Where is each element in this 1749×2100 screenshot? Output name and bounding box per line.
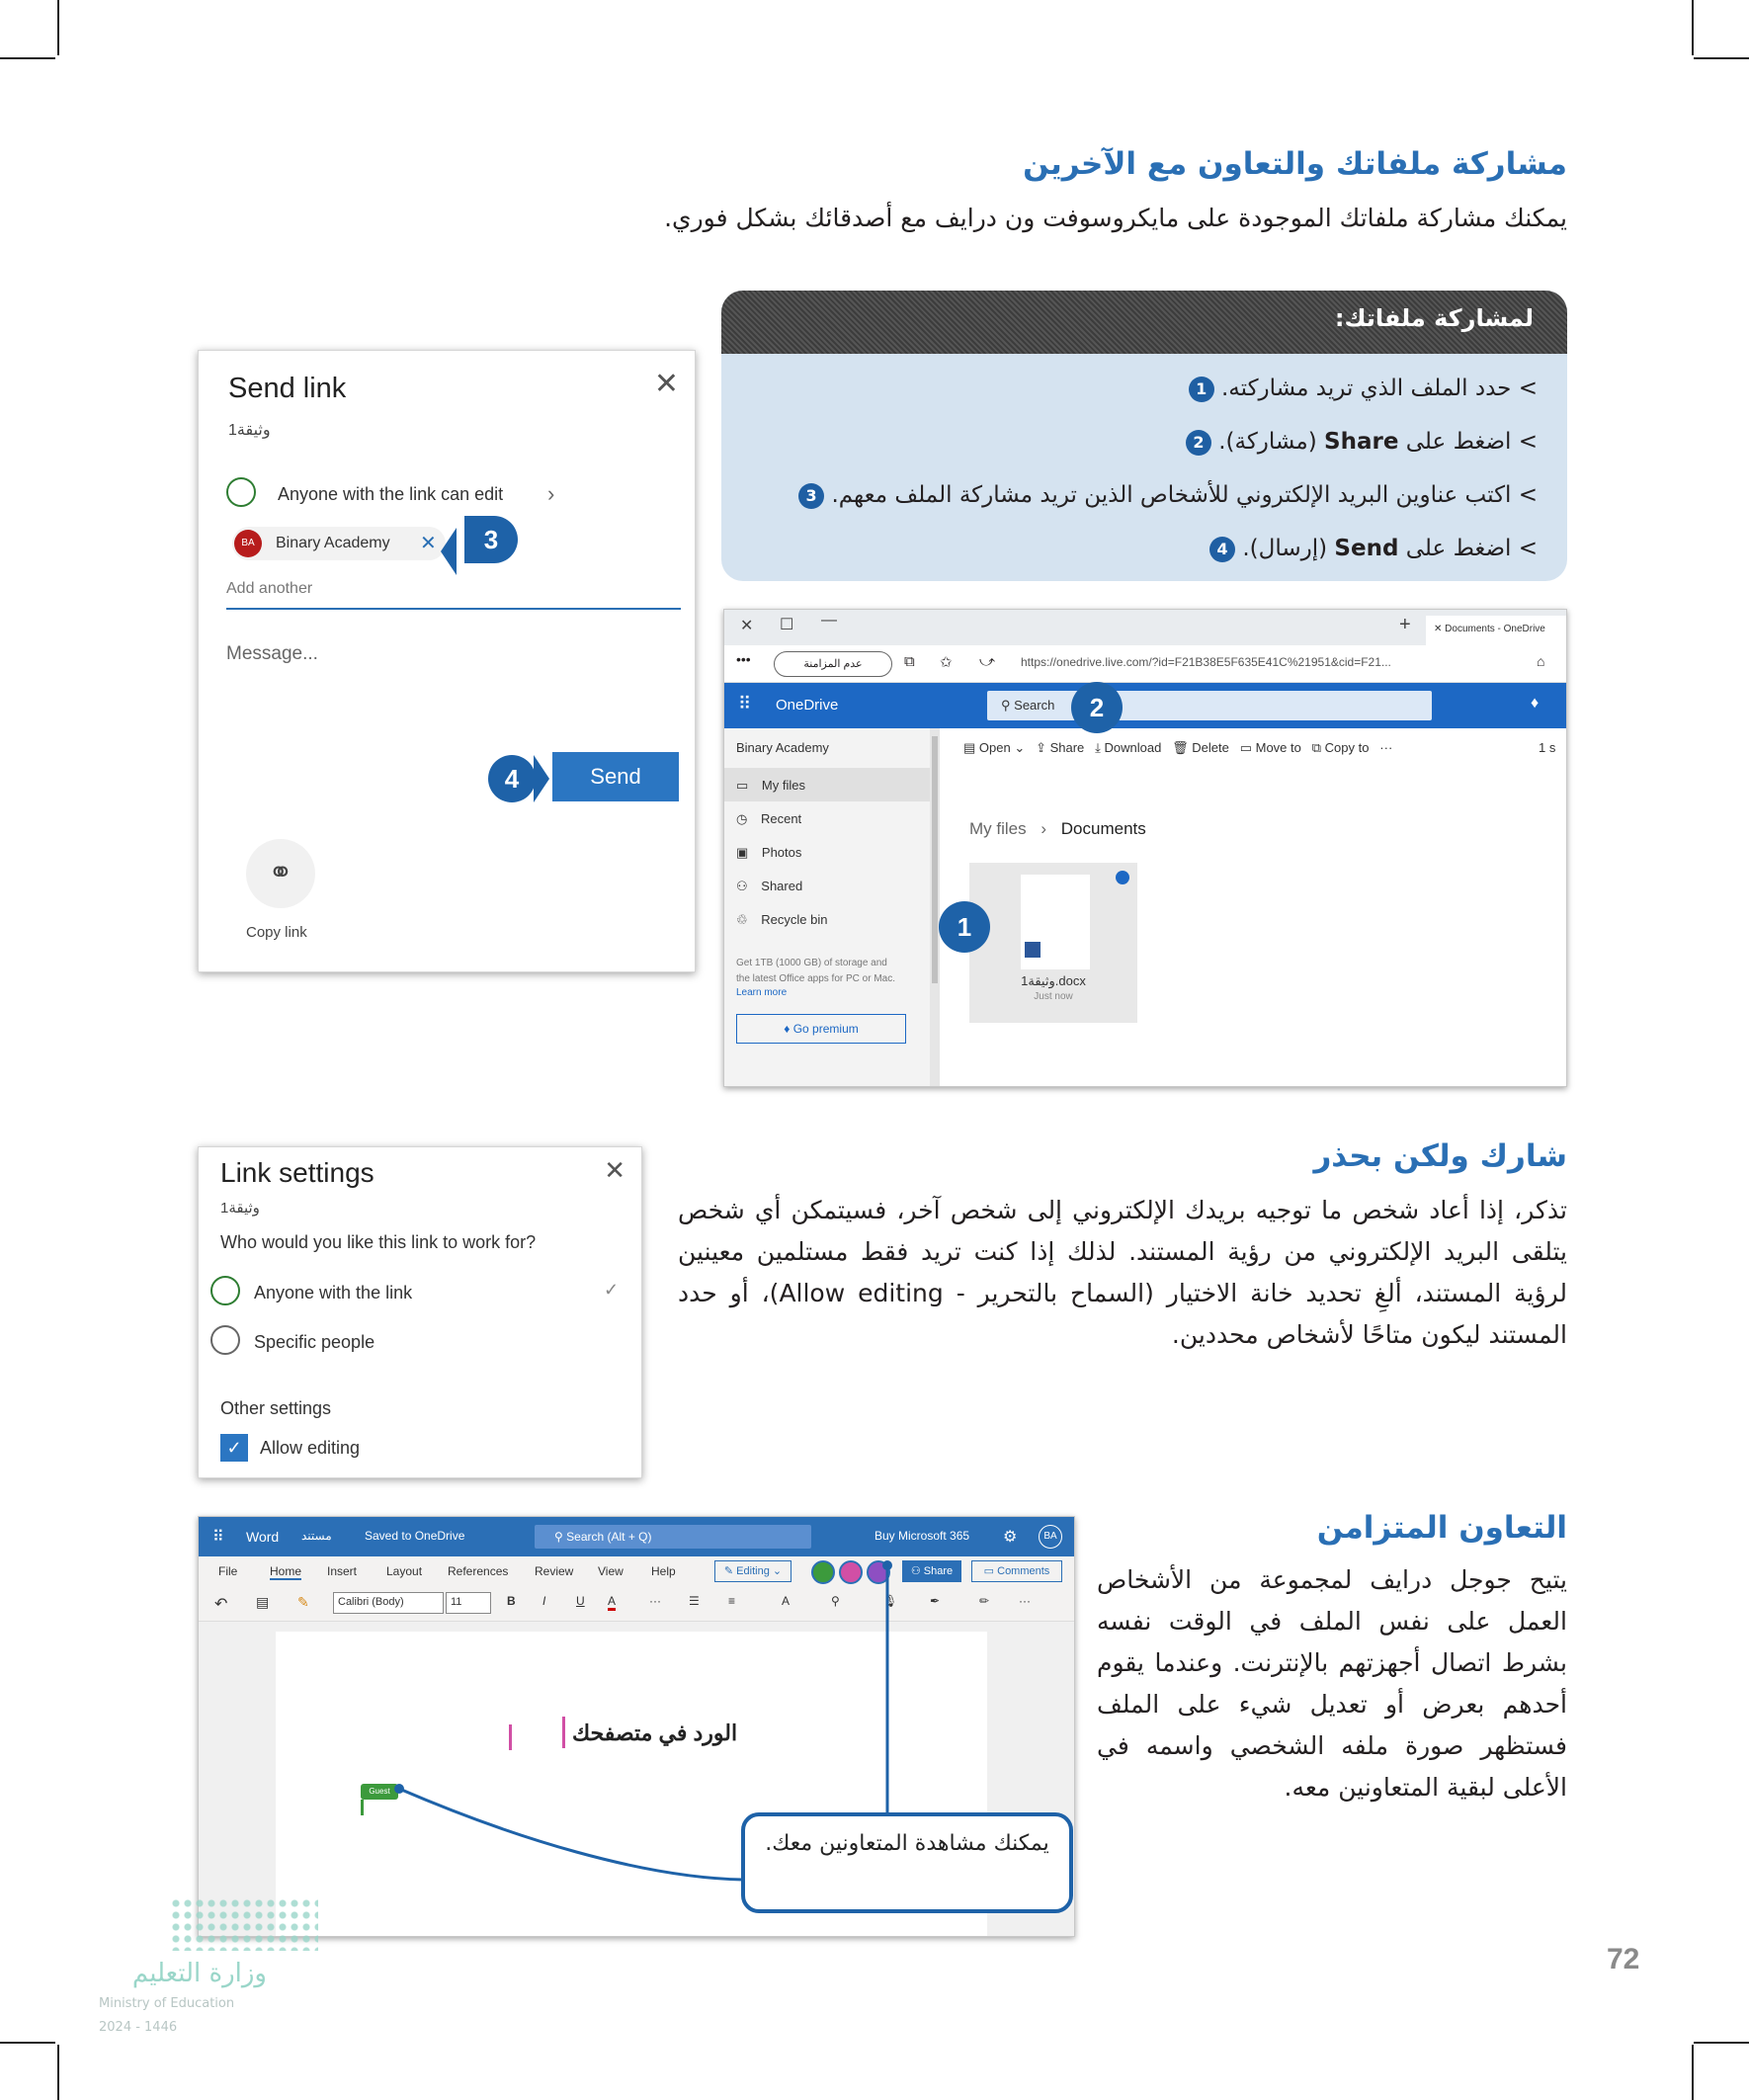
- share-button[interactable]: ⇪ Share: [1036, 740, 1085, 755]
- url[interactable]: https://onedrive.live.com/?id=F21B38E5F635E41C%21951&cid=F21...: [1021, 655, 1391, 669]
- section-title: مشاركة ملفاتك والتعاون مع الآخرين: [1023, 146, 1567, 182]
- tab-references[interactable]: References: [448, 1564, 509, 1578]
- crop-mark: [1692, 0, 1694, 55]
- add-another-input[interactable]: Add another: [226, 580, 681, 610]
- word-icon: [1025, 942, 1041, 958]
- more-icon[interactable]: ···: [1379, 740, 1393, 755]
- step-number-badge: 2: [1186, 430, 1211, 456]
- step-number-badge: 4: [1209, 537, 1235, 562]
- sidebar-item-photos[interactable]: ▣ Photos: [736, 845, 802, 860]
- link-settings-dialog: [198, 1146, 642, 1478]
- document-text: الورد في متصفحك: [572, 1721, 738, 1745]
- audience-question: Who would you like this link to work for?: [220, 1232, 537, 1252]
- step-number-badge: 3: [798, 483, 824, 509]
- comments-button[interactable]: ▭ Comments: [971, 1560, 1062, 1582]
- underline-button[interactable]: U: [576, 1594, 585, 1608]
- remove-recipient-icon[interactable]: ✕: [420, 533, 437, 554]
- sidebar-item-recycle-bin[interactable]: ♲ Recycle bin: [736, 912, 828, 927]
- buy-link[interactable]: Buy Microsoft 365: [874, 1529, 970, 1543]
- callout-badge: 1: [939, 901, 990, 953]
- sidebar-item-my-files[interactable]: ▭ My files: [724, 768, 930, 801]
- read-aloud-icon[interactable]: ⤻: [979, 653, 996, 670]
- tab-title: Documents - OneDrive: [1445, 624, 1545, 634]
- storage-promo: Get 1TB (1000 GB) of storage and the latest Office apps for PC or Mac.: [736, 958, 895, 984]
- save-status: Saved to OneDrive: [365, 1529, 465, 1543]
- onedrive-screenshot: [723, 609, 1567, 1087]
- download-button[interactable]: ⤓ Download: [1095, 740, 1162, 755]
- editor-icon[interactable]: ✒: [930, 1594, 941, 1608]
- callout-pointer: [441, 528, 457, 575]
- crop-mark: [0, 57, 55, 59]
- collaborator-avatar: [839, 1560, 863, 1584]
- app-launcher-icon[interactable]: ⠿: [738, 694, 752, 714]
- dictate-icon[interactable]: 🎙: [882, 1594, 898, 1608]
- copy-link-button[interactable]: [246, 839, 315, 908]
- option-label: Anyone with the link: [254, 1283, 413, 1302]
- section-body: يتيح جوجل درايف لمجموعة من الأشخاص العمل على نفس الملف في الوقت نفسه بشرط اتصال أجهزتهم بالإنترنت. وعندما يقوم أحدهم بعرض أو تعديل شيء على الملف فستظهر صورة ملفه الشخصي واسمه في الأعلى لبقية المتعاونين معه.: [1097, 1565, 1567, 1802]
- maximize-icon[interactable]: ☐: [780, 617, 794, 633]
- align-icon[interactable]: ≡: [728, 1594, 736, 1608]
- people-icon: [210, 1325, 240, 1355]
- send-link-dialog: [198, 350, 696, 972]
- file-name: وثيقة1: [220, 1200, 260, 1217]
- guest-cursor: [361, 1800, 364, 1815]
- callout-pointer: [534, 755, 549, 802]
- recipient-name: Binary Academy: [276, 535, 390, 551]
- close-icon[interactable]: ✕: [653, 368, 679, 400]
- bullets-icon[interactable]: ☰: [689, 1594, 700, 1608]
- more-icon[interactable]: •••: [736, 651, 751, 667]
- tab-review[interactable]: Review: [535, 1564, 574, 1578]
- section-title: شارك ولكن بحذر: [1313, 1138, 1567, 1174]
- permission-row[interactable]: [226, 477, 562, 513]
- send-button[interactable]: Send: [552, 752, 679, 801]
- crop-mark: [57, 0, 59, 55]
- option-specific-people[interactable]: [210, 1325, 631, 1361]
- styles-icon[interactable]: A: [782, 1594, 791, 1608]
- tab-home[interactable]: Home: [270, 1564, 302, 1578]
- callout-badge: 4: [488, 755, 536, 802]
- app-name: Word: [246, 1529, 280, 1545]
- guest-cursor-flag: Guest: [361, 1784, 398, 1800]
- sidebar-scrollbar[interactable]: [930, 728, 940, 1087]
- tab-help[interactable]: Help: [651, 1564, 676, 1578]
- step-number-badge: 1: [1189, 377, 1214, 402]
- close-icon[interactable]: ✕: [604, 1155, 625, 1185]
- other-settings-heading: Other settings: [220, 1398, 332, 1418]
- link-icon: ⚭: [268, 857, 293, 889]
- find-icon[interactable]: ⚲: [831, 1594, 840, 1608]
- avatar: BA: [234, 530, 262, 557]
- app-name: OneDrive: [776, 697, 839, 714]
- steps-list: [721, 354, 1567, 575]
- copy-to-button[interactable]: ⧉ Copy to: [1311, 740, 1370, 755]
- callout-badge: 3: [464, 516, 518, 563]
- collaborator-avatar: [867, 1560, 890, 1584]
- file-modified: Just now: [1034, 991, 1073, 1002]
- font-size-select[interactable]: 11: [446, 1592, 491, 1614]
- step-3: > اكتب عناوين البريد الإلكتروني للأشخاص الذين تريد مشاركة الملف معهم. 3: [721, 468, 1538, 522]
- browser-tab[interactable]: ✕ Documents - OneDrive: [1426, 616, 1567, 645]
- onedrive-header: [724, 683, 1566, 728]
- guest-button[interactable]: عدم المزامنة: [774, 651, 892, 677]
- collaborator-cursor: [509, 1724, 512, 1750]
- dialog-title: Link settings: [220, 1157, 375, 1188]
- allow-editing-label: Allow editing: [260, 1438, 361, 1458]
- sidebar-user: Binary Academy: [736, 740, 829, 755]
- command-bar: [940, 728, 1567, 768]
- breadcrumb-current: Documents: [1060, 819, 1146, 838]
- step-1: > حدد الملف الذي تريد مشاركته. 1: [721, 362, 1538, 415]
- tab-view[interactable]: View: [598, 1564, 624, 1578]
- favorite-icon[interactable]: ✩: [940, 654, 953, 671]
- undo-icon[interactable]: ↶: [214, 1596, 228, 1613]
- check-icon: ✓: [604, 1280, 620, 1300]
- more-icon[interactable]: ···: [649, 1594, 661, 1608]
- share-button[interactable]: ⚇ Share: [902, 1560, 961, 1582]
- breadcrumb-root[interactable]: My files: [969, 819, 1027, 838]
- minimize-icon[interactable]: —: [821, 612, 837, 629]
- crop-mark: [1694, 57, 1749, 59]
- page-number: 72: [1607, 1943, 1640, 1975]
- bold-button[interactable]: B: [507, 1594, 516, 1608]
- close-icon[interactable]: ✕: [740, 618, 754, 634]
- copy-link-label: Copy link: [246, 924, 307, 941]
- more-icon[interactable]: ···: [1019, 1594, 1031, 1608]
- go-premium-button[interactable]: ♦ Go premium: [736, 1014, 906, 1044]
- gear-icon[interactable]: ⚙: [1003, 1529, 1018, 1546]
- search-icon: ⚲: [1001, 698, 1011, 713]
- delete-button[interactable]: 🗑 Delete: [1172, 740, 1229, 755]
- option-anyone[interactable]: [210, 1276, 631, 1311]
- option-label: Specific people: [254, 1332, 375, 1352]
- crop-mark: [57, 2045, 59, 2100]
- globe-icon: [210, 1276, 240, 1305]
- crop-mark: [1692, 2045, 1694, 2100]
- allow-editing-checkbox[interactable]: ✓: [220, 1434, 248, 1462]
- collaborators-callout: يمكنك مشاهدة المتعاونين معك.: [741, 1812, 1073, 1913]
- sidebar-item-shared[interactable]: ⚇ Shared: [736, 879, 803, 893]
- tab-insert[interactable]: Insert: [327, 1564, 358, 1578]
- ministry-name-ar: وزارة التعليم: [131, 1959, 267, 1988]
- message-input[interactable]: Message...: [226, 643, 318, 664]
- selected-check-icon: [1116, 871, 1129, 884]
- learn-more-link[interactable]: Learn more: [736, 987, 788, 998]
- ribbon-toolbar: [199, 1586, 1074, 1622]
- sidebar-item-recent[interactable]: ◷ Recent: [736, 811, 802, 826]
- tab-layout[interactable]: Layout: [386, 1564, 423, 1578]
- permission-label: Anyone with the link can edit: [278, 484, 504, 504]
- move-to-button[interactable]: ▭ Move to: [1239, 740, 1301, 755]
- font-color-button[interactable]: A: [608, 1594, 616, 1611]
- steps-box: [721, 291, 1567, 581]
- document-name: مستند: [301, 1529, 332, 1543]
- address-bar-row: [724, 645, 1566, 683]
- avatar[interactable]: BA: [1039, 1525, 1062, 1549]
- search-input[interactable]: ⚲ Search (Alt + Q): [535, 1525, 811, 1549]
- file-name: وثيقة1: [228, 422, 271, 439]
- collaborator-cursor: [562, 1717, 565, 1748]
- chevron-right-icon: ›: [547, 481, 555, 506]
- new-tab-icon[interactable]: +: [1399, 614, 1411, 635]
- editing-mode-button[interactable]: ✎ Editing ⌄: [714, 1560, 791, 1582]
- paste-icon[interactable]: ▤: [256, 1594, 270, 1610]
- section-body: تذكر، إذا أعاد شخص ما توجيه بريدك الإلكتروني إلى شخص آخر، فسيتمكن أي شخص يتلقى البريد الإلكتروني من رؤية المستند. لذلك إذا كنت تريد فقط مستلمين معينين لرؤية المستند، ألغِ تحديد خانة الاختيار (السماح بالتحرير - Allow editing)، أو حدد المستند ليكون متاحًا لأشخاص محددين.: [678, 1196, 1567, 1349]
- ministry-logo: [170, 1897, 318, 1951]
- search-input[interactable]: ⚲ Search: [987, 691, 1432, 720]
- crop-mark: [1694, 2042, 1749, 2044]
- search-icon: ⚲: [554, 1530, 563, 1544]
- selection-count: 1 s: [1539, 740, 1556, 755]
- open-button[interactable]: ▤ Open ⌄: [963, 740, 1026, 755]
- designer-icon[interactable]: ✏: [979, 1594, 990, 1608]
- italic-button[interactable]: I: [542, 1594, 546, 1608]
- collaborator-avatar: [811, 1560, 835, 1584]
- crop-mark: [0, 2042, 55, 2044]
- steps-box-header: [721, 291, 1567, 354]
- font-select[interactable]: Calibri (Body): [333, 1592, 444, 1614]
- sidebar: [724, 728, 930, 1087]
- breadcrumb: [969, 819, 1146, 839]
- collections-icon[interactable]: ⧉: [904, 653, 915, 670]
- year: 2024 - 1446: [99, 2020, 178, 2035]
- word-header: [199, 1517, 1074, 1556]
- app-launcher-icon[interactable]: ⠿: [212, 1529, 224, 1546]
- file-tile[interactable]: [969, 863, 1137, 1023]
- step-4: > اضغط على Send (إرسال). 4: [721, 522, 1538, 575]
- lock-icon: ⌂: [1537, 653, 1545, 669]
- ministry-name-en: Ministry of Education: [99, 1996, 235, 2011]
- browser-titlebar: [724, 610, 1566, 645]
- callout-badge: 2: [1071, 682, 1123, 733]
- section-title: التعاون المتزامن: [1316, 1510, 1567, 1546]
- recipient-chip[interactable]: [232, 527, 446, 560]
- format-painter-icon[interactable]: ✎: [297, 1594, 309, 1610]
- steps-header-text: لمشاركة ملفاتك:: [1334, 304, 1534, 332]
- ribbon-tabs: [199, 1556, 1074, 1586]
- dialog-title: Send link: [228, 373, 347, 404]
- chevron-right-icon: ›: [1041, 819, 1047, 838]
- premium-icon[interactable]: ♦: [1531, 695, 1540, 712]
- intro-text: يمكنك مشاركة ملفاتك الموجودة على مايكروسوفت ون درايف مع أصدقائك بشكل فوري.: [664, 204, 1567, 232]
- file-name: وثيقة1.docx: [1021, 973, 1086, 988]
- step-2: > اضغط على Share (مشاركة). 2: [721, 415, 1538, 468]
- tab-file[interactable]: File: [218, 1564, 238, 1578]
- globe-icon: [226, 477, 256, 507]
